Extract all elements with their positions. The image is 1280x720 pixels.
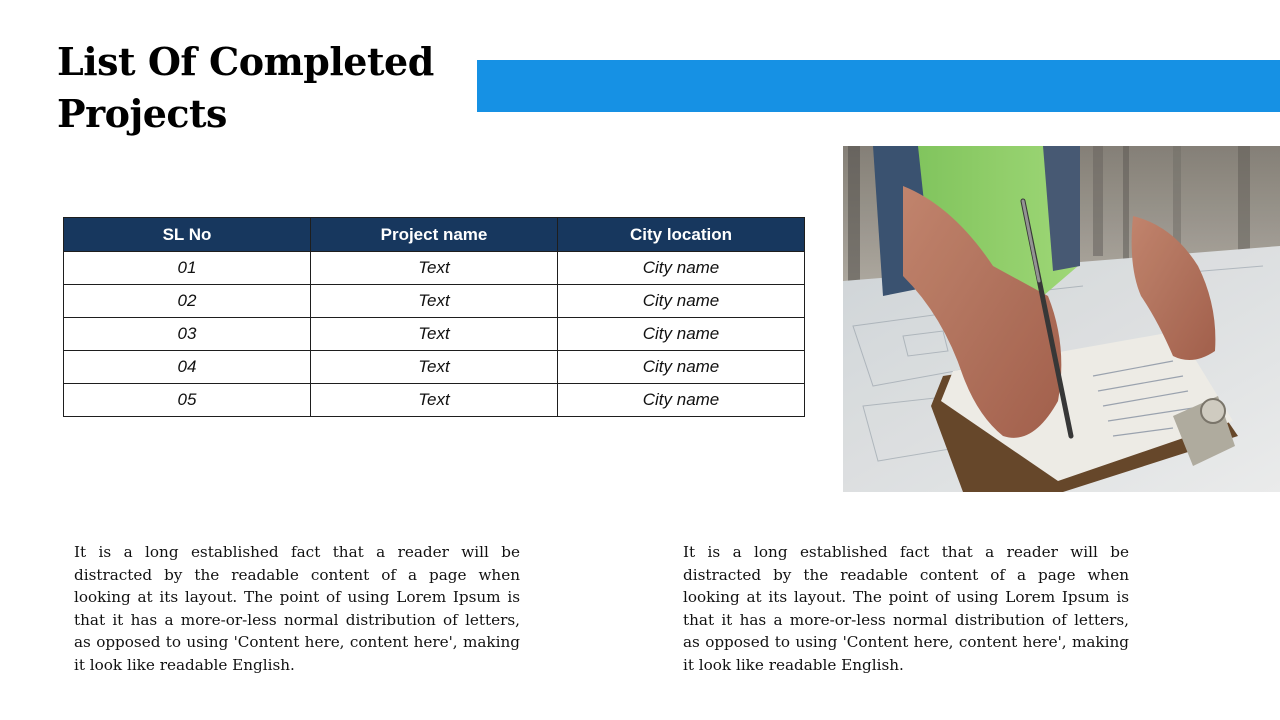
accent-bar [477, 60, 1280, 112]
construction-photo [843, 146, 1280, 492]
cell-sl-no: 03 [64, 318, 311, 351]
cell-project-name: Text [311, 252, 558, 285]
header-sl-no: SL No [64, 218, 311, 252]
cell-project-name: Text [311, 318, 558, 351]
cell-city-location: City name [558, 285, 805, 318]
photo-illustration [843, 146, 1280, 492]
paragraph-left: It is a long established fact that a reader will be distracted by the readable content of a page when looking at its layout. The point of using Lorem Ipsum is that it has a more-or-less normal distribution of letters, as opposed to using 'Content here, content here', making it look like readable English. [74, 543, 520, 674]
cell-project-name: Text [311, 285, 558, 318]
cell-sl-no: 05 [64, 384, 311, 417]
cell-sl-no: 04 [64, 351, 311, 384]
cell-city-location: City name [558, 384, 805, 417]
header-project-name: Project name [311, 218, 558, 252]
table-row [64, 252, 805, 285]
cell-sl-no: 02 [64, 285, 311, 318]
table-header-row [64, 218, 805, 252]
paragraph-right: It is a long established fact that a reader will be distracted by the readable content of a page when looking at its layout. The point of using Lorem Ipsum is that it has a more-or-less normal distribution of letters, as opposed to using 'Content here, content here', making it look like readable English. [683, 543, 1129, 674]
cell-city-location: City name [558, 318, 805, 351]
cell-project-name: Text [311, 384, 558, 417]
table-row [64, 384, 805, 417]
table-row [64, 351, 805, 384]
cell-sl-no: 01 [64, 252, 311, 285]
cell-city-location: City name [558, 252, 805, 285]
title-line-1: List Of Completed [57, 39, 434, 84]
header-city-location: City location [558, 218, 805, 252]
table-row [64, 285, 805, 318]
page-title [57, 36, 457, 140]
title-line-2: Projects [57, 91, 227, 136]
cell-city-location: City name [558, 351, 805, 384]
table-row [64, 318, 805, 351]
projects-table [63, 217, 805, 417]
cell-project-name: Text [311, 351, 558, 384]
